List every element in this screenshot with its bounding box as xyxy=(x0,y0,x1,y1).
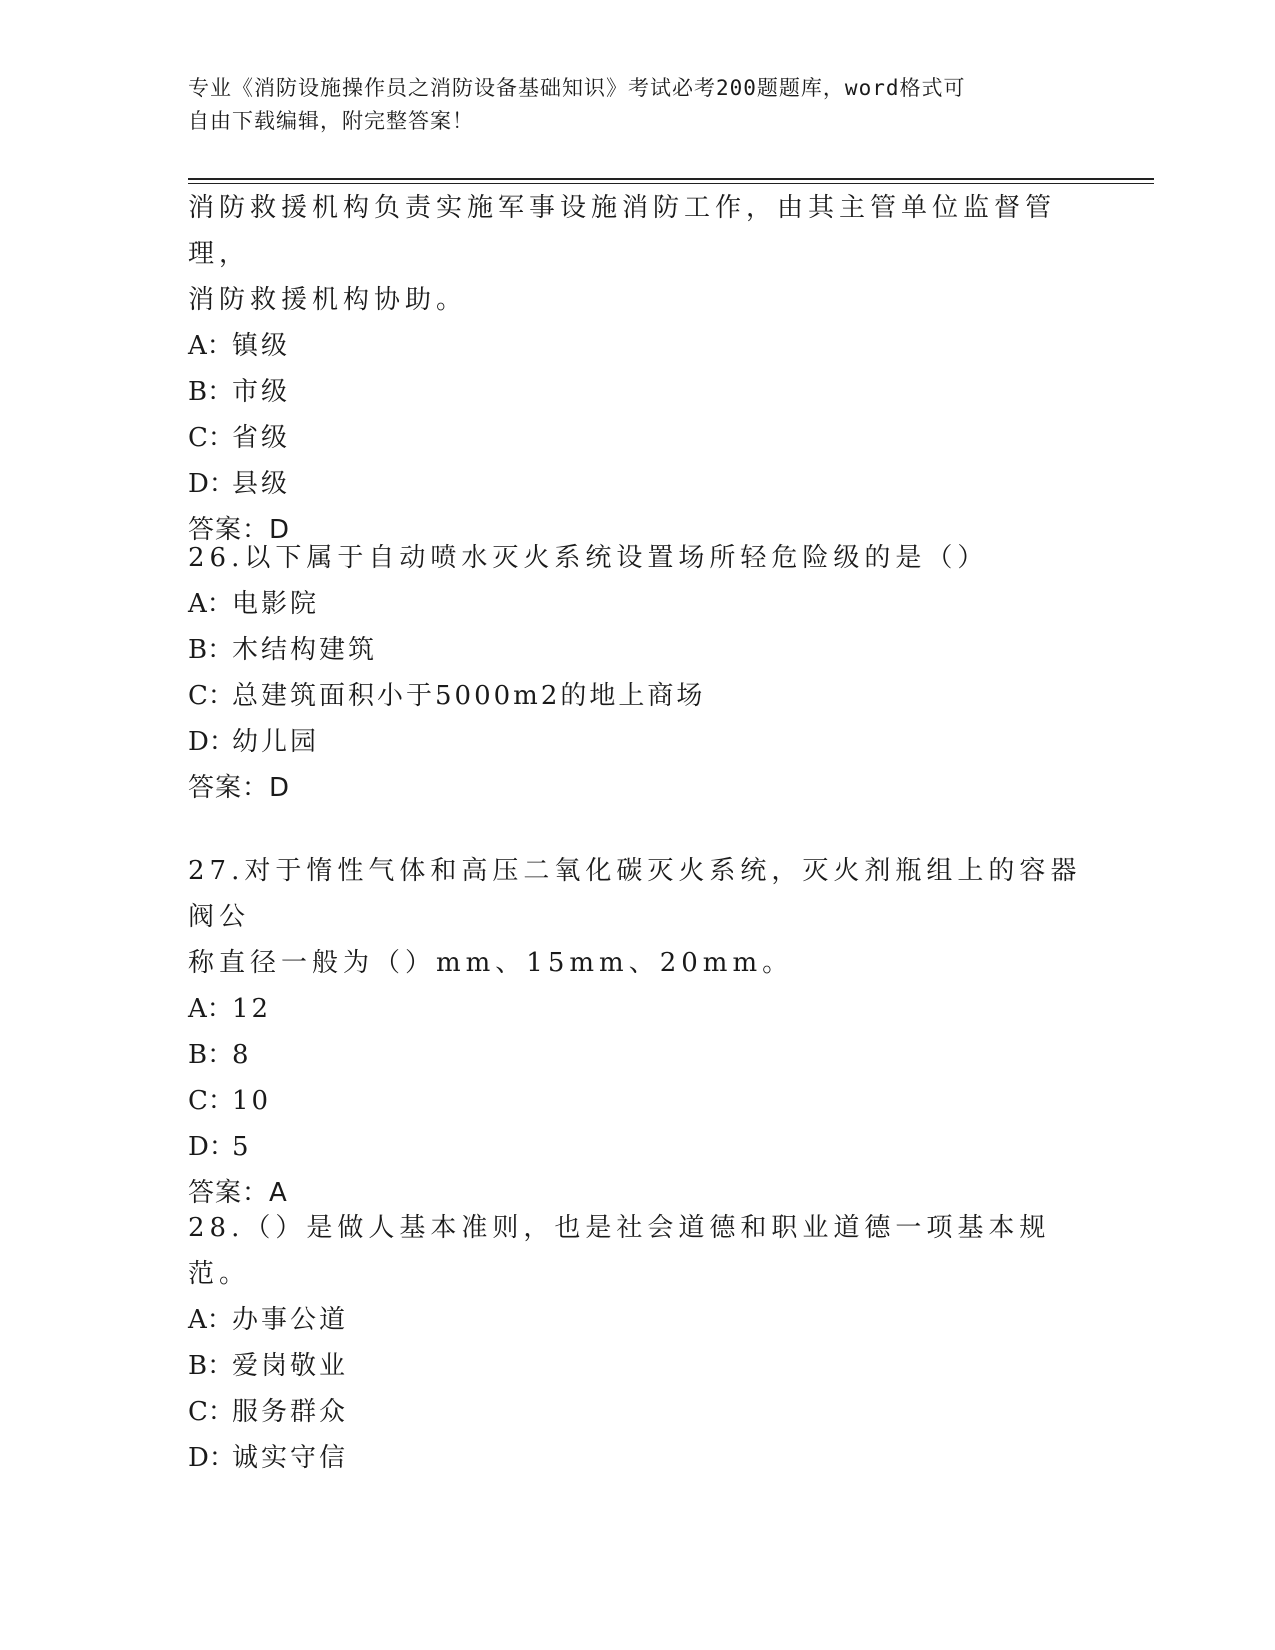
question-text-line: 26.以下属于自动喷水灭火系统设置场所轻危险级的是（） xyxy=(188,543,989,573)
document-header xyxy=(188,72,1068,138)
option-c xyxy=(188,673,1088,719)
option-c xyxy=(188,1389,1088,1435)
option-b xyxy=(188,1343,1088,1389)
question-27 xyxy=(188,848,1088,1216)
header-rule-thin xyxy=(188,183,1154,184)
option-a xyxy=(188,1297,1088,1343)
option-b xyxy=(188,1032,1088,1078)
option-key: A： xyxy=(188,1305,233,1335)
option-c xyxy=(188,415,1088,461)
option-value: 办事公道 xyxy=(232,1305,349,1335)
option-value: 总建筑面积小于5000m2的地上商场 xyxy=(232,681,706,711)
question-26 xyxy=(188,535,1088,811)
option-key: B： xyxy=(188,377,234,407)
question-text-line: 称直径一般为（）mm、15mm、20mm。 xyxy=(188,948,794,978)
option-key: D： xyxy=(188,1132,235,1162)
option-a xyxy=(188,581,1088,627)
option-d xyxy=(188,1435,1088,1481)
header-rule-thick xyxy=(188,178,1154,180)
option-d xyxy=(188,461,1088,507)
option-key: D： xyxy=(188,727,235,757)
option-value: 5 xyxy=(232,1132,252,1162)
option-a xyxy=(188,323,1088,369)
option-value: 镇级 xyxy=(232,331,291,361)
option-c xyxy=(188,1078,1088,1124)
option-value: 幼儿园 xyxy=(232,727,320,757)
option-value: 12 xyxy=(232,994,272,1024)
question-28 xyxy=(188,1205,1088,1481)
option-value: 市级 xyxy=(232,377,291,407)
option-key: D： xyxy=(188,1443,235,1473)
option-b xyxy=(188,627,1088,673)
option-value: 县级 xyxy=(232,469,291,499)
option-key: C： xyxy=(188,1397,234,1427)
option-key: B： xyxy=(188,1040,234,1070)
header-line-2: 自由下载编辑，附完整答案！ xyxy=(188,109,474,133)
option-value: 诚实守信 xyxy=(232,1443,349,1473)
answer: 答案：D xyxy=(188,773,291,803)
option-key: C： xyxy=(188,423,234,453)
option-d xyxy=(188,719,1088,765)
option-key: D： xyxy=(188,469,235,499)
question-25 xyxy=(188,185,1088,553)
question-text-line: 28.（）是做人基本准则，也是社会道德和职业道德一项基本规范。 xyxy=(188,1213,1051,1289)
answer: 答案：A xyxy=(188,1178,288,1208)
option-b xyxy=(188,369,1088,415)
answer: 答案：D xyxy=(188,515,291,545)
option-value: 省级 xyxy=(232,423,291,453)
option-key: B： xyxy=(188,1351,234,1381)
option-value: 服务群众 xyxy=(232,1397,349,1427)
option-value: 电影院 xyxy=(232,589,320,619)
option-a xyxy=(188,986,1088,1032)
option-value: 10 xyxy=(232,1086,272,1116)
header-line-1: 专业《消防设施操作员之消防设备基础知识》考试必考200题题库，word格式可 xyxy=(188,76,966,100)
option-value: 木结构建筑 xyxy=(232,635,378,665)
option-key: C： xyxy=(188,681,234,711)
question-text-line: 27.对于惰性气体和高压二氧化碳灭火系统，灭火剂瓶组上的容器阀公 xyxy=(188,856,1082,932)
question-text-line: 消防救援机构协助。 xyxy=(188,285,468,315)
option-value: 爱岗敬业 xyxy=(232,1351,349,1381)
option-value: 8 xyxy=(232,1040,252,1070)
option-key: C： xyxy=(188,1086,234,1116)
option-key: B： xyxy=(188,635,234,665)
option-key: A： xyxy=(188,589,233,619)
question-text-line: 消防救援机构负责实施军事设施消防工作，由其主管单位监督管理， xyxy=(188,193,1057,269)
option-key: A： xyxy=(188,994,233,1024)
option-d xyxy=(188,1124,1088,1170)
option-key: A： xyxy=(188,331,233,361)
